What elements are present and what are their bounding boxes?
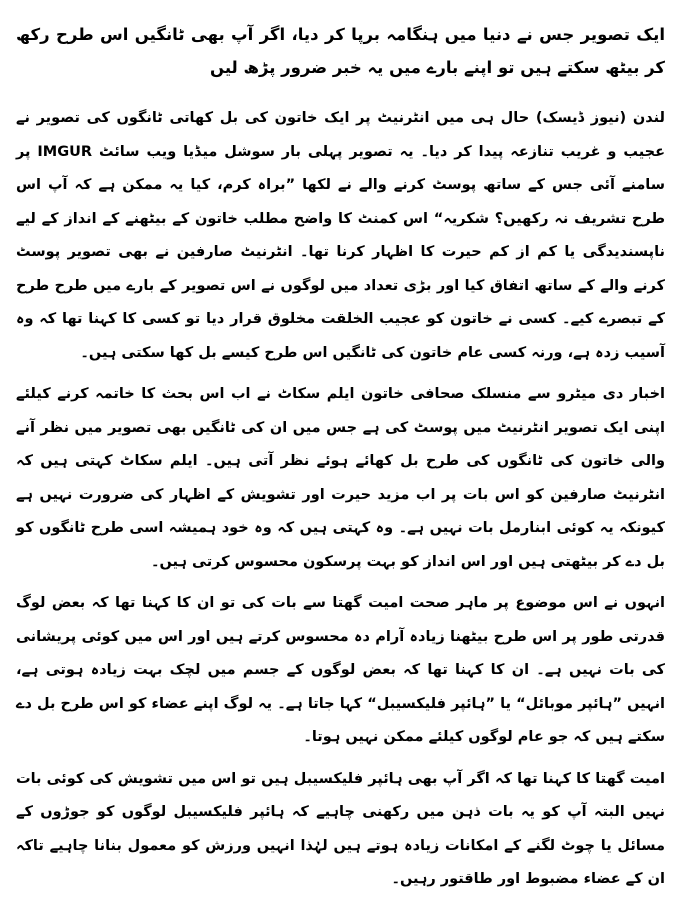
article-paragraph-4: امیت گھتا کا کہنا تھا کہ اگر آپ بھی ہائپر فلیکسیبل ہیں تو اس میں تشویش کی کوئی بات نہیں البتہ آپ کو یہ بات ذہن میں رکھنی چاہیے کہ ہائپر فلیکسیبل لوگوں کو جوڑوں کے مسائل یا چوٹ لگنے کے امکانات زیادہ ہوتے ہیں لہٰذا انہیں ورزش کو معمول بنانا چاہیے تاکہ ان کے عضاء مضبوط اور طاقتور رہیں۔ <box>16 770 665 887</box>
article-headline: ایک تصویر جس نے دنیا میں ہنگامہ برپا کر دیا، اگر آپ بھی ٹانگیں اس طرح رکھ کر بیٹھ سکتے ہیں تو اپنے بارے میں یہ خبر ضرور پڑھ لیں <box>16 25 665 77</box>
article-paragraph-2: اخبار دی میٹرو سے منسلک صحافی خاتون ایلم سکاٹ نے اب اس بحث کا خاتمہ کرنے کیلئے اپنی ایک تصویر انٹرنیٹ میں پوسٹ کی ہے جس میں ان کی ٹانگیں بھی تصویر میں نظر آنے والی خاتون کی ٹانگوں کی طرح بل کھائے ہوئے نظر آتی ہیں۔ ایلم سکاٹ کہتی ہیں کہ انٹرنیٹ صارفین کو اس بات پر اب مزید حیرت اور تشویش کے اظہار کی ضرورت نہیں ہے کیونکہ یہ کوئی ابنارمل بات نہیں ہے۔ وہ کہتی ہیں کہ وہ خود ہمیشہ اسی طرح ٹانگوں کو بل دے کر بیٹھتی ہیں اور اس انداز کو بہت پرسکون محسوس کرتی ہیں۔ <box>16 386 665 570</box>
article-paragraph-1: لندن (نیوز ڈیسک) حال ہی میں انٹرنیٹ پر ایک خاتون کی بل کھاتی ٹانگوں کی تصویر نے عجیب و غریب تنازعہ پیدا کر دیا۔ یہ تصویر پہلی بار سوشل میڈیا ویب سائٹ IMGUR پر سامنے آئی جس کے ساتھ پوسٹ کرنے والے نے لکھا ”براہ کرم، کیا یہ ممکن ہے کہ آپ اس طرح تشریف نہ رکھیں؟ شکریہ“ اس کمنٹ کا واضح مطلب خاتون کے بیٹھنے کے انداز کے لیے ناپسندیدگی یا کم از کم حیرت کا اظہار کرنا تھا۔ انٹرنیٹ صارفین نے بھی تصویر پوسٹ کرنے والے کے ساتھ اتفاق کیا اور بڑی تعداد میں لوگوں نے اس تصویر کے بارے میں طرح طرح کے تبصرے کیے۔ کسی نے خاتون کو عجیب الخلقت مخلوق قرار دیا تو کسی کا کہنا تھا کہ وہ آسیب زدہ ہے، ورنہ کسی عام خاتون کی ٹانگیں اس طرح کیسے بل کھا سکتی ہیں۔ <box>16 110 665 361</box>
article-paragraph-3: انہوں نے اس موضوع پر ماہر صحت امیت گھتا سے بات کی تو ان کا کہنا تھا کہ بعض لوگ قدرتی طور پر اس طرح بیٹھنا زیادہ آرام دہ محسوس کرتے ہیں اور اس میں کوئی پریشانی کی بات نہیں ہے۔ ان کا کہنا تھا کہ بعض لوگوں کے جسم میں لچک بہت زیادہ ہوتی ہے، انہیں ”ہائپر موبائل“ یا ”ہائپر فلیکسیبل“ کہا جاتا ہے۔ یہ لوگ اپنے عضاء کو اس طرح بل دے سکتے ہیں کہ جو عام لوگوں کیلئے ممکن نہیں ہوتا۔ <box>16 595 665 745</box>
